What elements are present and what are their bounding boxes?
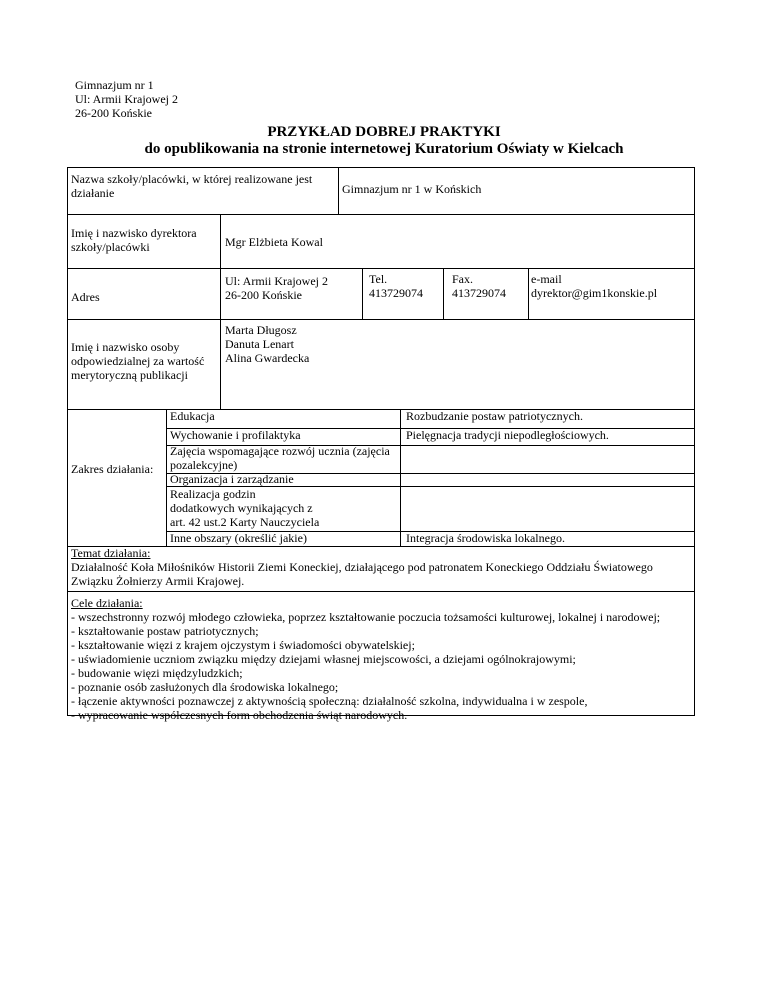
goal-item: - uświadomienie uczniom związku między dziejami własnej miejscowości, a dziejami ogólnokrajowymi; — [71, 652, 576, 666]
scope-detail: Rozbudzanie postaw patriotycznych. — [406, 409, 583, 423]
scope-label: Zakres działania: — [71, 462, 154, 476]
school-name-value: Gimnazjum nr 1 w Końskich — [342, 182, 482, 196]
address-value — [225, 274, 328, 302]
topic-text: Działalność Koła Miłośników Historii Ziemi Koneckiej, działającego pod patronatem Koneckiego Oddziału Światowego Związku Żołnierzy Armii Krajowej. — [71, 560, 653, 588]
scope-area: Organizacja i zarządzanie — [170, 472, 294, 486]
row-divider — [68, 546, 694, 547]
row-divider — [68, 319, 694, 320]
row-divider — [68, 591, 694, 592]
page-title — [0, 124, 768, 158]
goal-item: - wypracowanie współczesnych form obchodzenia świąt narodowych. — [71, 708, 408, 722]
goals-label: Cele działania: — [71, 596, 143, 610]
goals-list — [71, 610, 691, 722]
email-value: dyrektor@gim1konskie.pl — [531, 286, 658, 300]
fax-value: 413729074 — [452, 286, 506, 300]
goal-item: - kształtowanie więzi z krajem ojczystym i świadomości obywatelskiej; — [71, 638, 415, 652]
responsible-name: Alina Gwardecka — [225, 351, 310, 365]
col-divider — [166, 409, 167, 546]
title-line1: PRZYKŁAD DOBREJ PRAKTYKI — [267, 124, 501, 140]
row-divider — [68, 409, 694, 410]
goal-item: - łączenie aktywności poznawczej z aktywnością społeczną: działalność szkolna, indywidualna i w zespole, — [71, 694, 588, 708]
tel-cell — [369, 272, 423, 300]
scope-detail: Pielęgnacja tradycji niepodległościowych. — [406, 428, 609, 442]
scope-area: Zajęcia wspomagające rozwój ucznia (zajęcia pozalekcyjne) — [170, 444, 390, 472]
school-name-label: Nazwa szkoły/placówki, w której realizowane jest działanie — [71, 172, 313, 200]
responsible-name: Danuta Lenart — [225, 337, 294, 351]
goal-item: - budowanie więzi międzyludzkich; — [71, 666, 243, 680]
col-divider — [443, 268, 444, 319]
scope-area: Realizacja godzin dodatkowych wynikających z art. 42 ust.2 Karty Nauczyciela — [170, 487, 320, 529]
fax-cell — [452, 272, 506, 300]
scope-area: Edukacja — [170, 409, 215, 423]
director-label: Imię i nazwisko dyrektora szkoły/placówki — [71, 226, 197, 254]
fax-label: Fax. — [452, 272, 473, 286]
email-cell — [531, 272, 657, 300]
director-value: Mgr Elżbieta Kowal — [225, 235, 323, 249]
goal-item: - wszechstronny rozwój młodego człowieka, poprzez kształtowanie poczucia tożsamości kulturowej, lokalnej i narodowej; — [71, 610, 661, 624]
school-city: 26-200 Końskie — [75, 106, 152, 120]
address-label: Adres — [71, 290, 100, 304]
goal-item: - poznanie osób zasłużonych dla środowiska lokalnego; — [71, 680, 339, 694]
tel-value: 413729074 — [369, 286, 423, 300]
responsible-names — [225, 323, 309, 365]
scope-detail: Integracja środowiska lokalnego. — [406, 531, 565, 545]
col-divider — [528, 268, 529, 319]
school-address-block — [75, 78, 178, 120]
responsible-label: Imię i nazwisko osoby odpowiedzialnej za wartość merytoryczną publikacji — [71, 340, 205, 382]
school-name: Gimnazjum nr 1 — [75, 78, 154, 92]
col-divider — [362, 268, 363, 319]
col-divider — [400, 409, 401, 546]
topic-label: Temat działania: — [71, 546, 151, 560]
school-street: Ul: Armii Krajowej 2 — [75, 92, 178, 106]
responsible-name: Marta Długosz — [225, 323, 297, 337]
email-label: e-mail — [531, 272, 562, 286]
goal-item: - kształtowanie postaw patriotycznych; — [71, 624, 259, 638]
title-line2: do opublikowania na stronie internetowej Kuratorium Oświaty w Kielcach — [144, 141, 624, 157]
scope-area: Inne obszary (określić jakie) — [170, 531, 307, 545]
row-divider — [68, 268, 694, 269]
address-city: 26-200 Końskie — [225, 288, 302, 302]
tel-label: Tel. — [369, 272, 388, 286]
scope-area: Wychowanie i profilaktyka — [170, 428, 301, 442]
address-street: Ul: Armii Krajowej 2 — [225, 274, 328, 288]
row-divider — [68, 214, 694, 215]
